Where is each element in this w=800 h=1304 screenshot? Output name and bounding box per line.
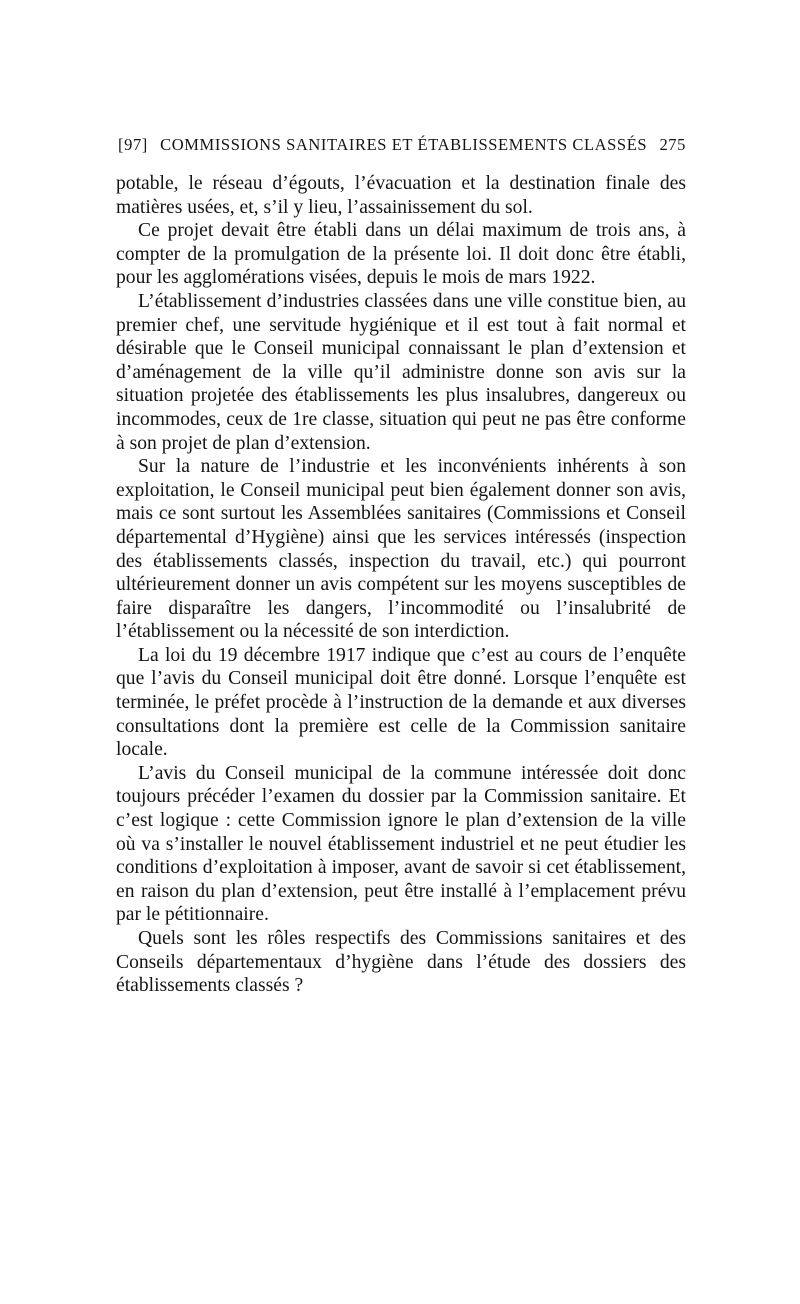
paragraph: L’avis du Conseil municipal de la commune intéressée doit donc toujours précéder l’examen du dossier par la Commission sanitaire. Et c’est logique : cette Commission ignore le plan d’extension de la ville où va s’installer le nouvel établissement industriel et ne peut étudier les conditions d’exploitation à imposer, avant de savoir si cet établissement, en raison du plan d’extension, peut être installé à l’emplacement prévu par le pétitionnaire.	[116, 762, 686, 926]
paragraph: L’établissement d’industries classées dans une ville constitue bien, au premier chef, une servitude hygiénique et il est tout à fait normal et désirable que le Conseil municipal connaissant le plan d’extension et d’aménagement de la ville qu’il administre donne son avis sur la situation projetée des établissements les plus insalubres, dangereux ou incommodes, ceux de 1re classe, situation qui peut ne pas être conforme à son projet de plan d’extension.	[116, 290, 686, 454]
paragraph-continuation: potable, le réseau d’égouts, l’évacuation et la destination finale des matières usées, et, s’il y lieu, l’assainissement du sol.	[116, 173, 686, 218]
paragraph: Ce projet devait être établi dans un délai maximum de trois ans, à compter de la promulgation de la présente loi. Il doit donc être établi, pour les agglomérations visées, depuis le mois de mars 1922.	[116, 220, 686, 289]
paragraph: La loi du 19 décembre 1917 indique que c’est au cours de l’enquête que l’avis du Conseil municipal doit être donné. Lorsque l’enquête est terminée, le préfet procède à l’instruction de la demande et aux diverses consultations dont la première est celle de la Commission sanitaire locale.	[116, 644, 686, 761]
paragraph: Sur la nature de l’industrie et les inconvénients inhérents à son exploitation, le Conseil municipal peut bien également donner son avis, mais ce sont surtout les Assemblées sanitaires (Commissions et Conseil départemental d’Hygiène) ainsi que les services intéressés (inspection des établissements classés, inspection du travail, etc.) qui pourront ultérieurement donner un avis compétent sur les moyens susceptibles de faire disparaître les dangers, l’incommodité ou l’insalubrité de l’établissement ou la nécessité de son interdiction.	[116, 456, 686, 643]
running-head	[118, 135, 686, 155]
body-text	[116, 172, 686, 998]
page-number: 275	[659, 135, 686, 154]
section-number: [97]	[118, 135, 148, 154]
running-title: COMMISSIONS SANITAIRES ET ÉTABLISSEMENTS CLASSÉS	[160, 135, 648, 154]
paragraph: Quels sont les rôles respectifs des Commissions sanitaires et des Conseils départementaux d’hygiène dans l’étude des dossiers des établissements classés ?	[116, 928, 686, 997]
